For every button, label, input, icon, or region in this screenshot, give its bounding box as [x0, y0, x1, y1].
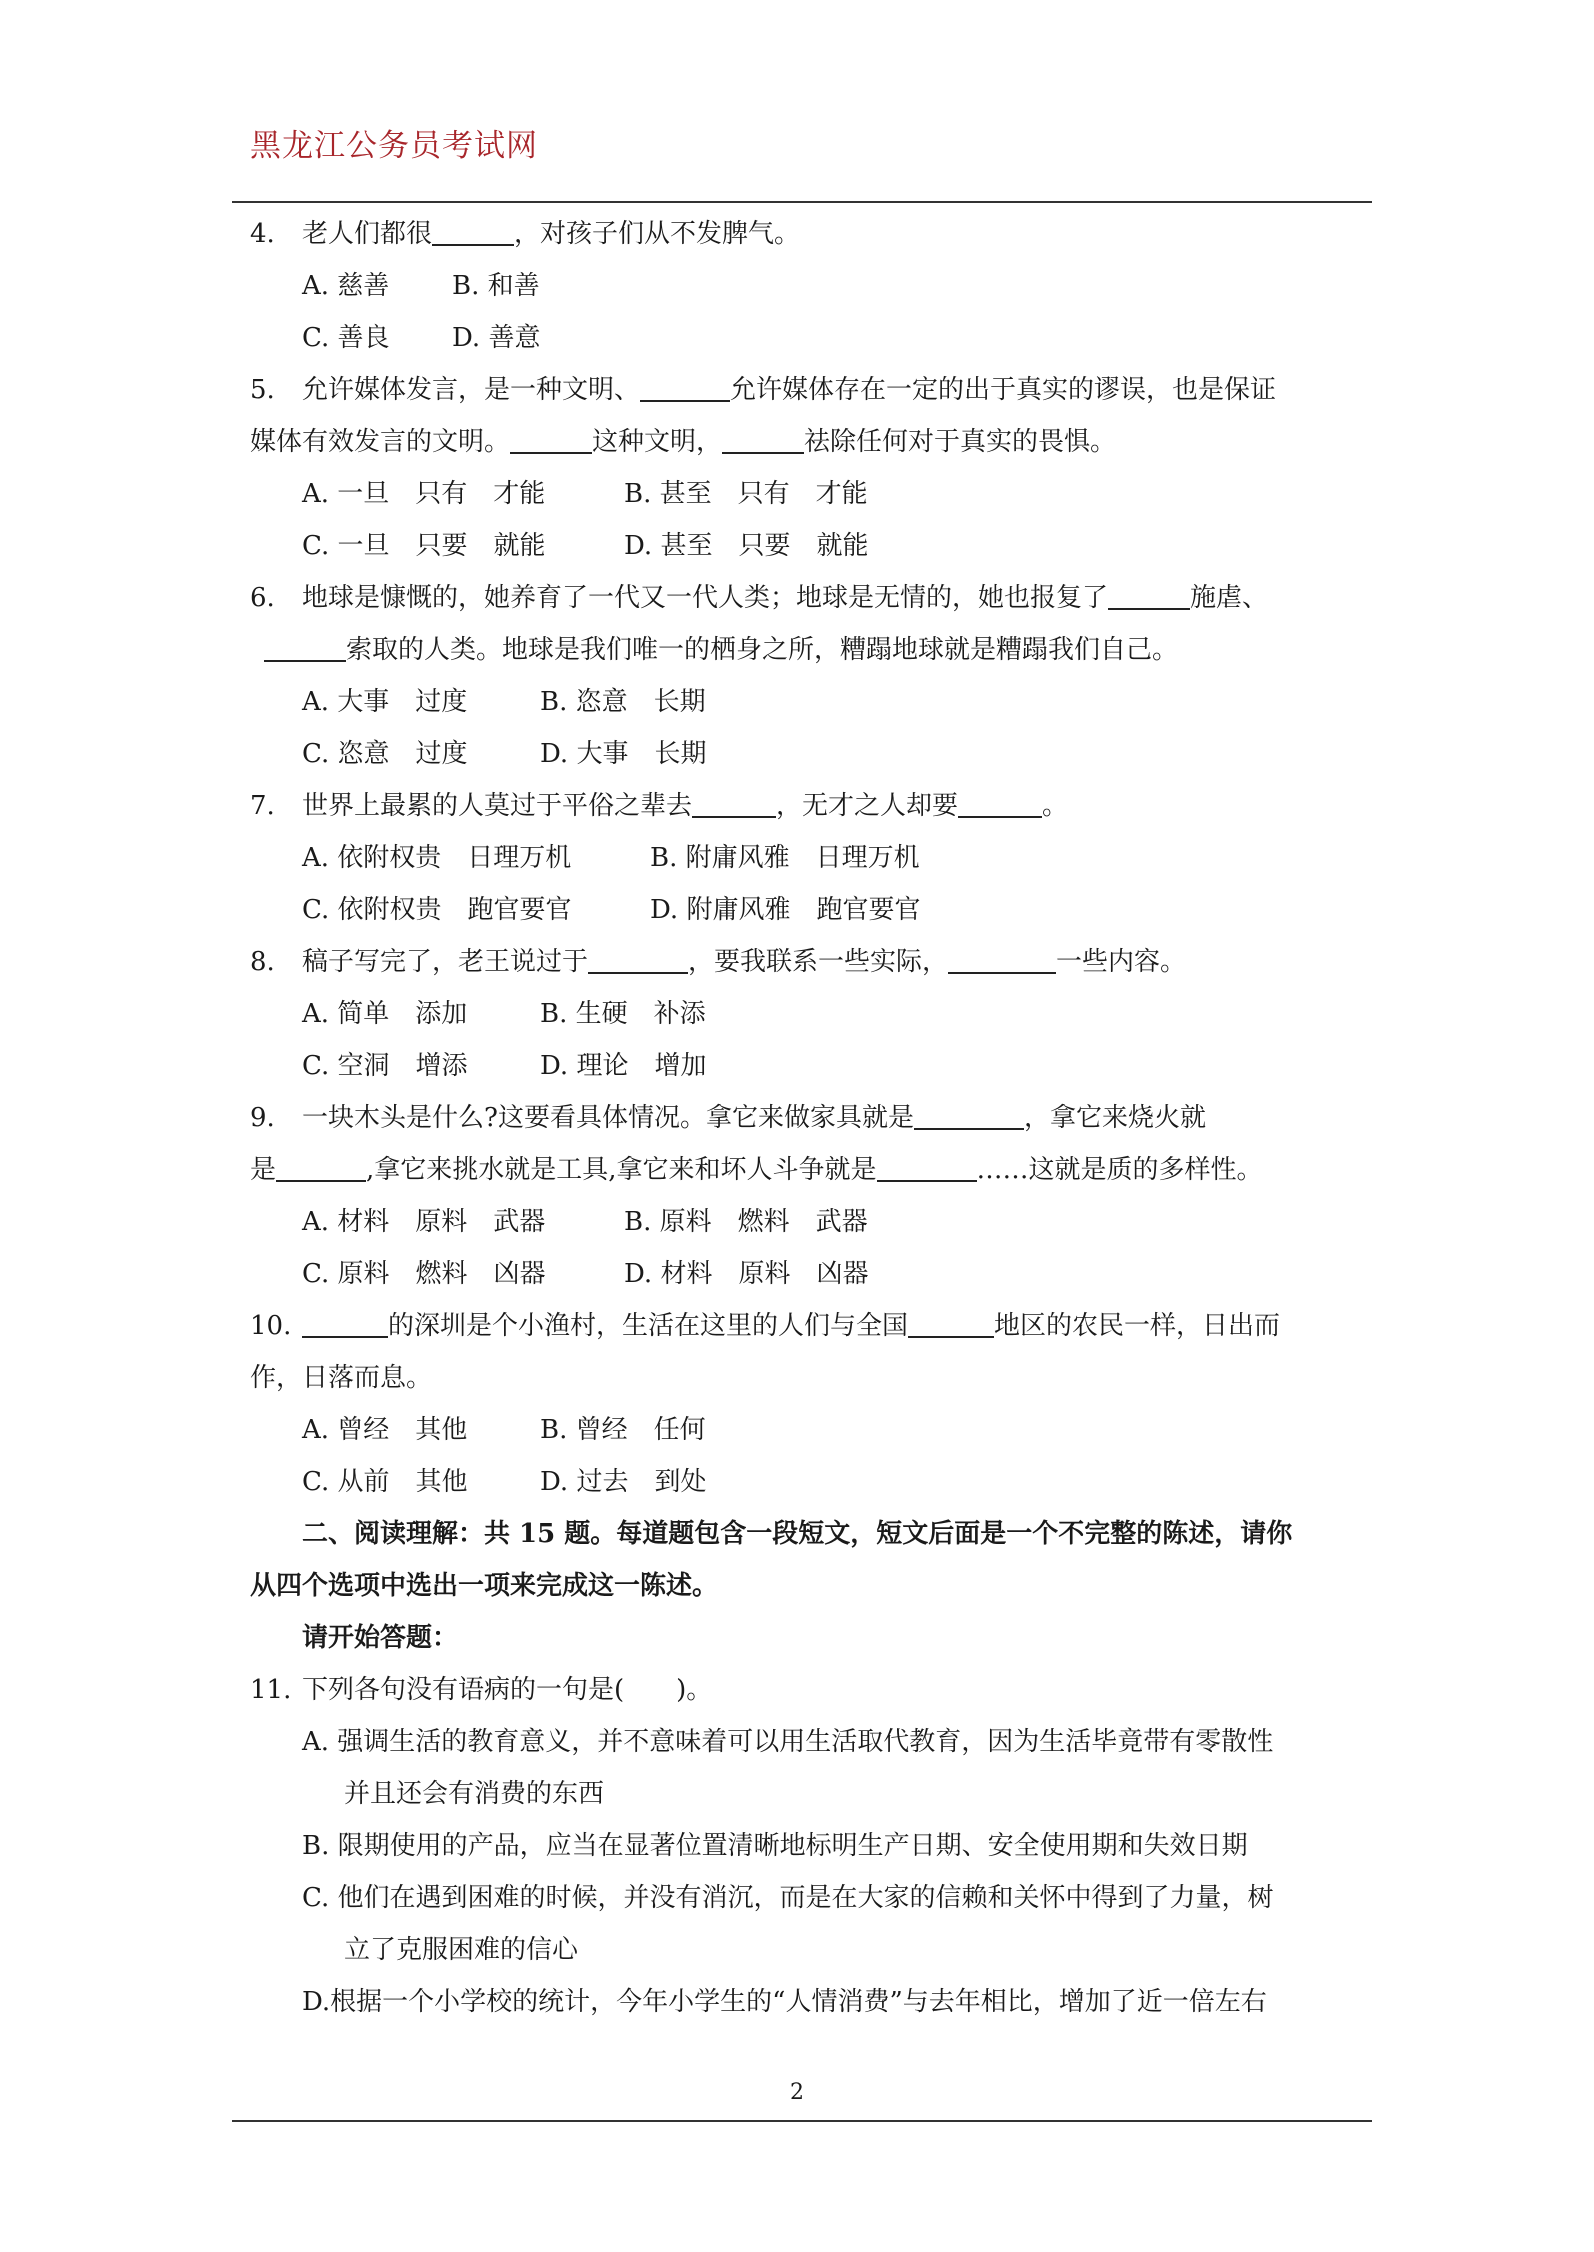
question-number: 11. [250, 1675, 292, 1705]
option-b: B. 限期使用的产品，应当在显著位置清晰地标明生产日期、安全使用期和失效日期 [302, 1831, 1248, 1861]
option-c: C. 原料 燃料 凶器 [302, 1259, 546, 1289]
question-number: 4. [250, 219, 275, 249]
option-a: A. 简单 添加 [302, 999, 468, 1029]
option-b: B. 原料 燃料 武器 [624, 1207, 868, 1237]
question-number: 6. [250, 583, 275, 613]
section-heading-continued: 从四个选项中选出一项来完成这一陈述。 [250, 1571, 719, 1601]
option-c: C. 从前 其他 [302, 1467, 468, 1497]
fill-blank [640, 372, 730, 402]
fill-blank [1108, 580, 1190, 610]
question-5: 5. 允许媒体发言，是一种文明、 允许媒体存在一定的出于真实的谬误，也是保证 [250, 364, 1360, 416]
question-10-continued: 作，日落而息。 [250, 1363, 433, 1393]
option-b: B. 恣意 长期 [540, 687, 706, 717]
fill-blank [722, 424, 804, 454]
start-instruction: 请开始答题： [302, 1623, 459, 1653]
option-a: A. 大事 过度 [302, 687, 468, 717]
fill-blank [958, 788, 1042, 818]
option-d: D. 附庸风雅 跑官要官 [650, 895, 921, 925]
site-title: 黑龙江公务员考试网 [250, 128, 538, 164]
footer-rule [232, 2120, 1372, 2122]
option-d: D. 甚至 只要 就能 [624, 531, 869, 561]
question-content [250, 208, 1360, 2028]
options-row [250, 1196, 1360, 1248]
question-6-continued: 索取的人类。地球是我们唯一的栖身之所，糟蹋地球就是糟蹋我们自己。 [250, 624, 1360, 676]
option-b: B. 和善 [452, 271, 540, 301]
options-row [250, 520, 1360, 572]
option-c: C. 他们在遇到困难的时候，并没有消沉，而是在大家的信赖和关怀中得到了力量，树 [302, 1883, 1274, 1913]
option-b: B. 曾经 任何 [540, 1415, 706, 1445]
fill-blank [276, 1152, 366, 1182]
options-row [250, 884, 1360, 936]
options-row [250, 312, 1360, 364]
options-row [250, 1456, 1360, 1508]
option-d: D.根据一个小学校的统计，今年小学生的“人情消费”与去年相比，增加了近一倍左右 [302, 1987, 1267, 2017]
option-b: B. 生硬 补添 [540, 999, 706, 1029]
option-c: C. 恣意 过度 [302, 739, 468, 769]
options-row [250, 728, 1360, 780]
fill-blank [692, 788, 776, 818]
options-row [250, 832, 1360, 884]
option-a: A. 曾经 其他 [302, 1415, 468, 1445]
fill-blank [302, 1308, 388, 1338]
question-number: 10. [250, 1311, 292, 1341]
option-c-continued: 立了克服困难的信心 [344, 1935, 579, 1965]
option-a: A. 慈善 [302, 271, 390, 301]
options-row [250, 1404, 1360, 1456]
fill-blank [908, 1308, 994, 1338]
question-6: 6. 地球是慷慨的，她养育了一代又一代人类；地球是无情的，她也报复了 施虐、 [250, 572, 1360, 624]
option-c: C. 善良 [302, 323, 390, 353]
options-row [250, 1248, 1360, 1300]
option-c: C. 一旦 只要 就能 [302, 531, 546, 561]
question-8: 8. 稿子写完了，老王说过于 ，要我联系一些实际， 一些内容。 [250, 936, 1360, 988]
question-9: 9. 一块木头是什么?这要看具体情况。拿它来做家具就是 ，拿它来烧火就 [250, 1092, 1360, 1144]
question-number: 7. [250, 791, 275, 821]
question-5-continued: 媒体有效发言的文明。 这种文明， 祛除任何对于真实的畏惧。 [250, 416, 1360, 468]
option-a: A. 材料 原料 武器 [302, 1207, 546, 1237]
option-d: D. 理论 增加 [540, 1051, 707, 1081]
option-b: B. 甚至 只有 才能 [624, 479, 868, 509]
options-row [250, 676, 1360, 728]
fill-blank [432, 216, 514, 246]
question-11: 11. 下列各句没有语病的一句是( )。 [250, 1664, 1360, 1716]
fill-blank [510, 424, 592, 454]
question-number: 5. [250, 375, 275, 405]
option-d: D. 大事 长期 [540, 739, 707, 769]
option-a-continued: 并且还会有消费的东西 [344, 1779, 605, 1809]
fill-blank [588, 944, 688, 974]
question-7: 7. 世界上最累的人莫过于平俗之辈去 ，无才之人却要 。 [250, 780, 1360, 832]
options-row [250, 1040, 1360, 1092]
question-number: 8. [250, 947, 275, 977]
options-row [250, 988, 1360, 1040]
section-heading: 二、阅读理解：共 15 题。每道题包含一段短文，短文后面是一个不完整的陈述，请你 [302, 1519, 1293, 1549]
fill-blank [948, 944, 1056, 974]
option-a: A. 依附权贵 日理万机 [302, 843, 572, 873]
header-rule [232, 201, 1372, 203]
page-number: 2 [790, 2080, 804, 2105]
question-9-continued: 是 ,拿它来挑水就是工具,拿它来和坏人斗争就是 ……这就是质的多样性。 [250, 1144, 1360, 1196]
option-a: A. 强调生活的教育意义，并不意味着可以用生活取代教育，因为生活毕竟带有零散性 [302, 1727, 1274, 1757]
option-d: D. 材料 原料 凶器 [624, 1259, 869, 1289]
options-row [250, 468, 1360, 520]
fill-blank [264, 632, 346, 662]
option-a: A. 一旦 只有 才能 [302, 479, 546, 509]
option-c: C. 依附权贵 跑官要官 [302, 895, 572, 925]
option-b: B. 附庸风雅 日理万机 [650, 843, 920, 873]
option-d: D. 过去 到处 [540, 1467, 707, 1497]
question-number: 9. [250, 1103, 275, 1133]
question-4: 4. 老人们都很 ，对孩子们从不发脾气。 [250, 208, 1360, 260]
fill-blank [914, 1100, 1024, 1130]
options-row [250, 260, 1360, 312]
question-10: 10. 的深圳是个小渔村，生活在这里的人们与全国 地区的农民一样，日出而 [250, 1300, 1360, 1352]
fill-blank [877, 1152, 977, 1182]
option-c: C. 空洞 增添 [302, 1051, 468, 1081]
option-d: D. 善意 [452, 323, 541, 353]
